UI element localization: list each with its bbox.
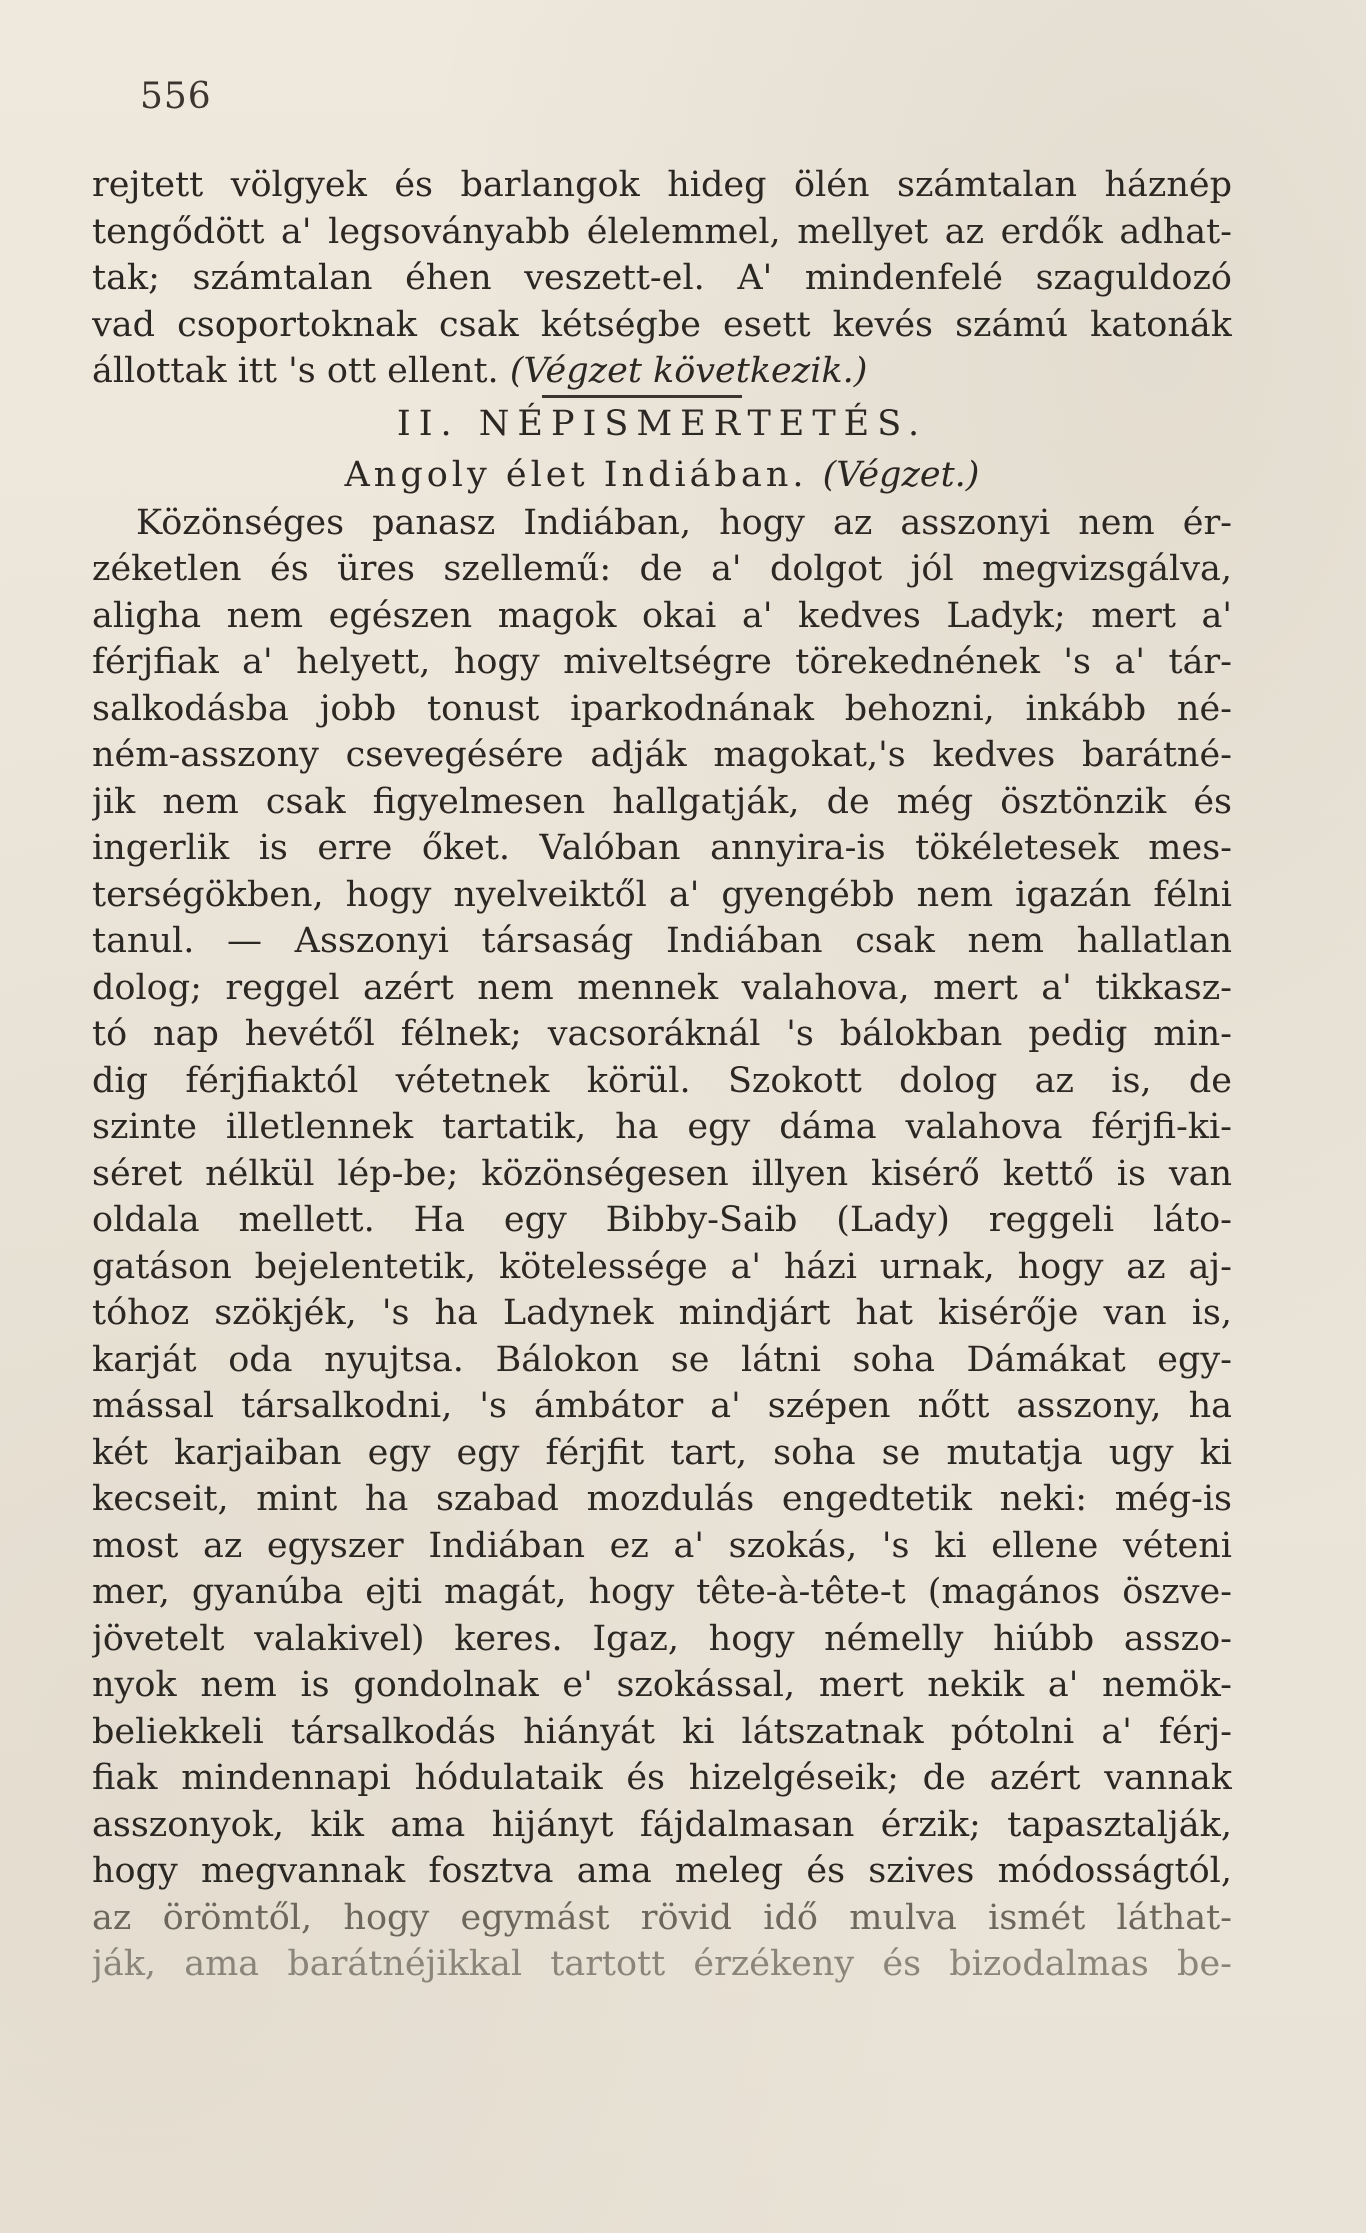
paragraph2-line-28: fiak mindennapi hódulataik és hizelgéseik; de azért vannak — [92, 1758, 1232, 1798]
paragraph2-line-24: mer, gyanúba ejti magát, hogy tête-à-tête-t (magános öszve- — [92, 1572, 1232, 1612]
paragraph2-line-15: séret nélkül lép-be; közönségesen illyen kisérő kettő is van — [92, 1153, 1232, 1194]
paragraph2-line-32: ják, ama barátnéjikkal tartott érzékeny és bizodalmas be- — [92, 1944, 1232, 1984]
article-subheading — [92, 450, 1232, 500]
paragraph2-line-11: dolog; reggel azért nem mennek valahova, mert a' tikkasz- — [92, 967, 1232, 1008]
paragraph2-line-22: kecseit, mint ha szabad mozdulás engedtetik neki: még-is — [92, 1479, 1232, 1519]
paragraph2-line-26: nyok nem is gondolnak e' szokással, mert nekik a' nemök- — [92, 1665, 1232, 1705]
paragraph2-line-20: mással társalkodni, 's ámbátor a' szépen nőtt asszony, ha — [92, 1386, 1232, 1426]
paragraph2-line-13: dig férjfiaktól vétetnek körül. Szokott dolog az is, de — [92, 1060, 1232, 1101]
text-block — [92, 162, 1232, 1988]
paragraph1-line-5 — [92, 348, 1232, 395]
paragraph2-line-29: asszonyok, kik ama hijányt fájdalmasan érzik; tapasztalják, — [92, 1804, 1232, 1845]
paragraph2-line-23: most az egyszer Indiában ez a' szokás, 's ki ellene véteni — [92, 1525, 1232, 1566]
paragraph2-line-19: karját oda nyujtsa. Bálokon se látni soha Dámákat egy- — [92, 1339, 1232, 1380]
paragraph2-line-16: oldala mellett. Ha egy Bibby-Saib (Lady) reggeli láto- — [92, 1200, 1232, 1240]
paragraph2-line-17: gatáson bejelentetik, kötelessége a' házi urnak, hogy az aj- — [92, 1246, 1232, 1287]
page-number: 556 — [140, 76, 212, 117]
paragraph2-line-14: szinte illetlennek tartatik, ha egy dáma valahova férjfi-ki- — [92, 1107, 1232, 1147]
paragraph2-line-7: jik nem csak figyelmesen hallgatják, de még ösztönzik és — [92, 781, 1232, 822]
article-subheading-text: Angoly élet Indiában. — [344, 454, 808, 495]
paragraph2-line-18: tóhoz szökjék, 's ha Ladynek mindjárt hat kisérője van is, — [92, 1293, 1232, 1333]
paragraph2-line-21: két karjaiban egy egy férjfit tart, soha se mutatja ugy ki — [92, 1432, 1232, 1473]
paragraph1-line-1: rejtett völgyek és barlangok hideg ölén számtalan háznép — [92, 165, 1232, 205]
paragraph2-line-31: az örömtől, hogy egymást rövid idő mulva ismét láthat- — [92, 1897, 1232, 1938]
paragraph2-line-6: ném-asszony csevegésére adják magokat,'s kedves barátné- — [92, 735, 1232, 775]
paragraph2-line-8: ingerlik is erre őket. Valóban annyira-is tökéletesek mes- — [92, 828, 1232, 868]
paragraph2-line-1: Közönséges panasz Indiában, hogy az asszonyi nem ér- — [136, 502, 1232, 543]
paragraph2-line-30: hogy megvannak fosztva ama meleg és szives módosságtól, — [92, 1851, 1232, 1891]
paragraph1-line-3: tak; számtalan éhen veszett-el. A' mindenfelé szaguldozó — [92, 258, 1232, 298]
paragraph2-line-10: tanul. — Asszonyi társaság Indiában csak nem hallatlan — [92, 921, 1232, 961]
paragraph1-line-4: vad csoportoknak csak kétségbe esett kevés számú katonák — [92, 304, 1232, 345]
paragraph2-line-3: aligha nem egészen magok okai a' kedves Ladyk; mert a' — [92, 595, 1232, 636]
section-divider — [542, 395, 742, 398]
paragraph2-line-4: férjfiak a' helyett, hogy miveltségre törekednének 's a' tár- — [92, 642, 1232, 682]
paragraph2-line-2: zéketlen és üres szellemű: de a' dolgot jól megvizsgálva, — [92, 549, 1232, 589]
section-heading: II. NÉPISMERTETÉS. — [396, 403, 928, 444]
paragraph1-last-text: állottak itt 's ott ellent. — [92, 351, 499, 391]
paragraph2-line-9: terségökben, hogy nyelveiktől a' gyengébb nem igazán félni — [92, 874, 1232, 915]
to-be-continued-note: (Végzet következik.) — [509, 351, 868, 391]
paragraph2-line-5: salkodásba jobb tonust iparkodnának behozni, inkább né- — [92, 688, 1232, 729]
article-subheading-note: (Végzet.) — [822, 454, 980, 495]
paragraph2-line-12: tó nap hevétől félnek; vacsoráknál 's bálokban pedig min- — [92, 1014, 1232, 1054]
paragraph2-line-25: jövetelt valakivel) keres. Igaz, hogy némelly hiúbb asszo- — [92, 1618, 1232, 1659]
paragraph2-line-27: beliekkeli társalkodás hiányát ki látszatnak pótolni a' férj- — [92, 1711, 1232, 1752]
paragraph1-line-2: tengődött a' legsoványabb élelemmel, mellyet az erdők adhat- — [92, 211, 1232, 252]
